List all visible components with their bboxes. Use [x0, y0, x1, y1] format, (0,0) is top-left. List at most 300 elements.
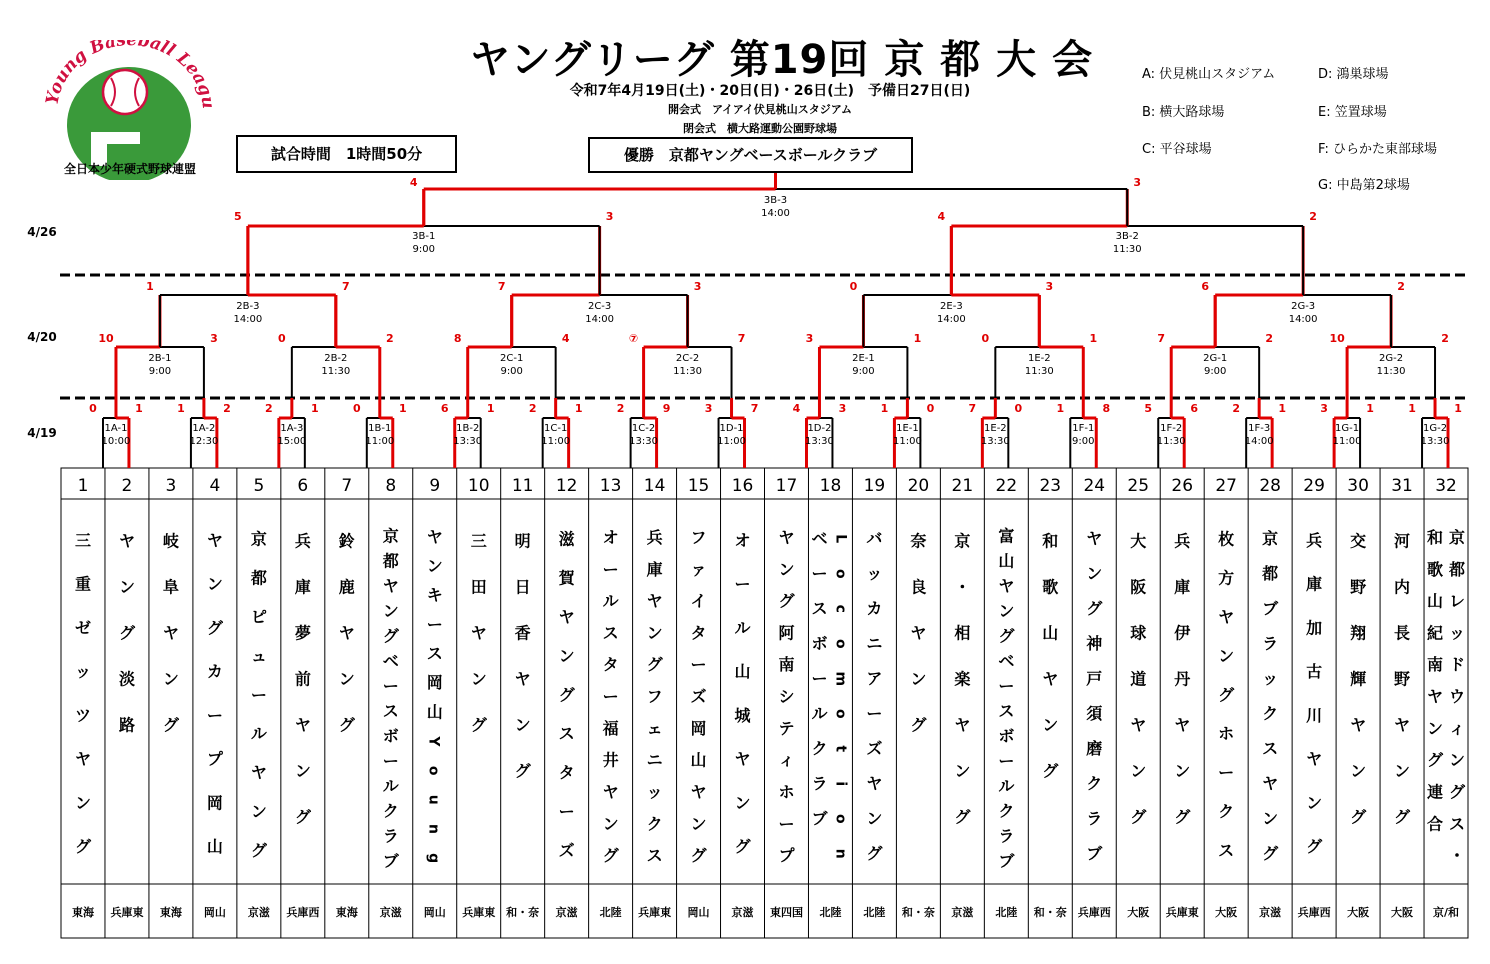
team-name-char: 庫 [1306, 574, 1323, 594]
team-number: 3 [165, 476, 177, 496]
team-name-char: テ [778, 718, 795, 738]
match-score: 1 [1408, 402, 1416, 415]
team-name-char: ヤ [1130, 715, 1147, 735]
venue-c: C: 平谷球場 [1142, 142, 1212, 157]
match-score: 4 [937, 210, 946, 223]
team-name-char: ヤ [690, 782, 707, 802]
team-name-char: レ [1449, 591, 1466, 611]
team-name-char: ク [1086, 773, 1103, 793]
team-number: 19 [863, 476, 886, 496]
match-score: 1 [398, 402, 407, 415]
team-name-char: ン [1262, 808, 1279, 828]
team-name-char: ク [998, 801, 1015, 821]
match-id: 1C-1 [543, 423, 568, 434]
team-name-char: 京 [250, 529, 267, 549]
tournament-dates: 令和7年4月19日(土)・20日(日)・26日(土) 予備日27日(日) [569, 83, 971, 99]
team-name-char: ン [954, 761, 971, 781]
team-name-char: 山 [206, 837, 223, 857]
team-name-char: ヤ [734, 749, 751, 769]
team-name-char: ン [1350, 761, 1367, 781]
team-name-char: ヤ [118, 531, 135, 551]
match-id: 2E-3 [940, 301, 963, 312]
team-region: 京滋 [951, 906, 974, 919]
team-name-char: o [425, 765, 442, 776]
team-name-char: 三 [470, 531, 487, 551]
team-name-char: グ [910, 715, 927, 735]
team-name-char: 良 [910, 577, 927, 597]
match-id: 1C-2 [631, 423, 656, 434]
match-score: 3 [1320, 402, 1328, 415]
match-score: 0 [278, 332, 286, 345]
game-time-box: 試合時間 1時間50分 [236, 135, 457, 173]
team-name-char: ホ [1218, 724, 1235, 744]
team-name-char: ク [1218, 801, 1235, 821]
match-id: 2E-1 [852, 353, 875, 364]
team-name-char: グ [250, 840, 267, 860]
team-name-char: ス [382, 701, 399, 721]
match-score: 3 [805, 332, 814, 345]
match-time: 14:00 [761, 208, 790, 219]
match-score: 3 [838, 402, 847, 415]
team-name-char: ク [382, 801, 399, 821]
team-name-char: 山 [1042, 623, 1059, 643]
team-name-char: ン [1042, 715, 1059, 735]
match-time: 11:00 [1332, 436, 1362, 447]
team-number: 18 [819, 476, 842, 496]
team-name-char: 方 [1218, 568, 1235, 588]
team-name-char: 城 [734, 705, 751, 725]
match-score: 8 [453, 332, 462, 345]
match-score: 2 [223, 402, 231, 415]
team-name-char: 庫 [1174, 577, 1191, 597]
team-name-char: ヤ [1218, 607, 1235, 627]
team-name-char: カ [206, 662, 223, 682]
federation-name: 全日本少年硬式野球連盟 [63, 162, 196, 176]
team-name-char: ヤ [558, 607, 575, 627]
team-name-char: 山 [690, 750, 707, 770]
team-name-char: ン [514, 715, 531, 735]
team-name-char: ー [690, 655, 707, 675]
team-name-char: ー [250, 685, 267, 705]
team-name-char: オ [602, 527, 619, 547]
team-region: 東四国 [769, 906, 803, 919]
team-name-char: 三 [74, 530, 91, 550]
team-name-char: ヤ [514, 669, 531, 689]
team-region: 東海 [71, 906, 94, 919]
match-id: 2C-3 [587, 301, 612, 312]
team-name-char: Y [425, 736, 442, 747]
team-name-char: ン [118, 577, 135, 597]
team-name-char: ラ [811, 773, 828, 793]
team-name-char: o [832, 568, 849, 579]
match-id: 2G-2 [1379, 353, 1404, 364]
team-name-char: グ [734, 837, 751, 857]
team-name-char: ル [734, 618, 751, 638]
match-score: 2 [616, 402, 625, 415]
match-time: 11:30 [673, 366, 702, 377]
match-id: 3B-2 [1115, 231, 1139, 242]
team-name-char: グ [382, 626, 399, 646]
match-time: 13:30 [980, 436, 1010, 447]
team-name-char: u [425, 794, 442, 805]
team-number: 6 [297, 476, 309, 496]
match-id: 1A-2 [192, 423, 216, 434]
team-name-char: 重 [74, 574, 91, 594]
match-id: 2B-1 [148, 353, 172, 364]
team-name-char: グ [1042, 761, 1059, 781]
team-number: 4 [209, 476, 221, 496]
team-region: 和・奈 [506, 906, 540, 919]
team-region: 岡山 [687, 906, 710, 919]
match-id: 1D-2 [807, 423, 832, 434]
team-name-char: 歌 [1427, 559, 1444, 579]
team-name-char: ン [338, 669, 355, 689]
team-name-char: ル [811, 703, 828, 723]
team-name-char: ・ [1449, 846, 1466, 866]
team-name-char: 香 [514, 623, 531, 643]
match-time: 14:00 [1244, 436, 1274, 447]
team-name-char: ヤ [294, 715, 311, 735]
match-score: 1 [1454, 402, 1462, 415]
match-score: 1 [135, 402, 143, 415]
match-score: 7 [750, 402, 759, 415]
team-name-char: 都 [250, 568, 267, 588]
team-name-char: 賀 [558, 568, 575, 588]
team-name-char: ッ [866, 563, 883, 583]
team-name-char: ッ [74, 662, 91, 682]
team-name-char: n [425, 823, 442, 834]
team-name-char: グ [1262, 843, 1279, 863]
team-name-char: ド [1449, 655, 1466, 675]
team-name-char: ス [1449, 814, 1466, 834]
team-number: 21 [951, 476, 974, 496]
team-number: 5 [253, 476, 265, 496]
team-name-char: 前 [294, 669, 311, 689]
team-name-char: グ [470, 715, 487, 735]
team-name-char: グ [74, 837, 91, 857]
team-name-char: タ [690, 623, 707, 643]
team-name-char: グ [338, 715, 355, 735]
match-score: 4 [409, 176, 418, 189]
team-name-char: 都 [382, 551, 399, 571]
team-name-char: 鈴 [338, 531, 355, 551]
team-name-char: ・ [954, 577, 971, 597]
team-name-char: ラ [382, 826, 399, 846]
team-number: 14 [643, 476, 666, 496]
team-name-char: ヤ [998, 576, 1015, 596]
team-name-char: ボ [998, 726, 1015, 746]
baseball-icon [103, 70, 147, 114]
team-name-char: ー [811, 563, 828, 583]
match-id: 1B-2 [456, 423, 480, 434]
team-name-char: ブ [811, 808, 828, 828]
team-name-char: ル [602, 591, 619, 611]
match-time: 9:00 [412, 244, 435, 255]
team-name-char: ベ [382, 651, 399, 671]
team-name-char: グ [778, 591, 795, 611]
team-name-char: グ [998, 626, 1015, 646]
match-score: 0 [849, 280, 858, 293]
team-number: 12 [555, 476, 578, 496]
match-score: ⑦ [628, 332, 639, 345]
team-number: 27 [1215, 476, 1237, 496]
team-name-char: 南 [778, 655, 795, 675]
match-score: 0 [1014, 402, 1023, 415]
match-time: 14:00 [1288, 314, 1318, 325]
match-time: 12:30 [189, 436, 219, 447]
team-name-char: 和 [1042, 531, 1059, 551]
match-time: 11:00 [892, 436, 922, 447]
team-name-char: ン [1130, 761, 1147, 781]
team-name-char: ベ [998, 651, 1015, 671]
match-score: 1 [311, 402, 319, 415]
team-name-char: 相 [954, 623, 971, 643]
team-name-char: 京 [382, 526, 399, 546]
team-name-char: 都 [1262, 563, 1279, 583]
match-score: 1 [1366, 402, 1374, 415]
team-name-char: 輝 [1350, 669, 1367, 689]
team-region: 兵庫西 [286, 906, 320, 919]
team-name-char: ン [470, 669, 487, 689]
team-region: 京滋 [1259, 906, 1282, 919]
match-time: 9:00 [148, 366, 172, 377]
team-number: 10 [467, 476, 490, 496]
team-name-char: 滋 [558, 529, 575, 549]
team-name-char: ン [866, 808, 883, 828]
team-name-char: グ [954, 807, 971, 827]
team-name-char: 楽 [954, 669, 971, 689]
team-name-char: 球 [1130, 623, 1147, 643]
match-score: 6 [440, 402, 449, 415]
team-name-char: 夢 [294, 623, 311, 643]
team-number: 1 [77, 476, 89, 496]
match-time: 10:00 [101, 436, 131, 447]
team-number: 22 [995, 476, 1018, 496]
match-id: 1F-2 [1160, 423, 1183, 434]
team-name-char: ン [1174, 761, 1191, 781]
team-name-char: ル [998, 776, 1015, 796]
match-score: 4 [561, 332, 570, 345]
team-region: 岡山 [203, 906, 226, 919]
team-name-char: 淡 [118, 669, 135, 689]
team-number: 23 [1039, 476, 1062, 496]
team-name-char: t [832, 745, 849, 753]
team-region: 北陸 [863, 906, 886, 919]
team-name-char: 日 [514, 577, 531, 597]
team-name-char: 紀 [1427, 623, 1444, 643]
team-name-char: ィ [1449, 718, 1466, 738]
team-name-char: ヤ [910, 623, 927, 643]
team-name-char: ピ [250, 607, 267, 627]
team-name-char: グ [1350, 807, 1367, 827]
team-name-char: ボ [382, 726, 399, 746]
team-name-char: グ [690, 846, 707, 866]
match-score: 1 [486, 402, 495, 415]
team-name-char: グ [1427, 750, 1444, 770]
team-name-char: グ [294, 807, 311, 827]
team-name-char: ス [602, 623, 619, 643]
team-name-char: バ [866, 528, 883, 548]
match-time: 15:00 [277, 436, 307, 447]
team-name-char: グ [1306, 837, 1323, 857]
match-score: 5 [234, 210, 242, 223]
team-number: 13 [599, 476, 622, 496]
team-region: 京滋 [731, 906, 754, 919]
team-name-char: 路 [118, 715, 135, 735]
match-id: 1F-3 [1248, 423, 1271, 434]
match-id: 1A-3 [280, 423, 304, 434]
team-name-char: ン [1086, 563, 1103, 583]
team-name-char: ヤ [1174, 715, 1191, 735]
team-name-char: 都 [1449, 559, 1466, 579]
team-name-char: ス [558, 724, 575, 744]
team-name-char: ュ [250, 646, 267, 666]
team-name-char: ル [382, 776, 399, 796]
match-score: 9 [662, 402, 671, 415]
team-number: 24 [1083, 476, 1106, 496]
team-name-char: ン [1218, 646, 1235, 666]
match-score: 1 [1056, 402, 1065, 415]
team-name-char: ル [250, 724, 267, 744]
team-name-char: g [425, 853, 442, 864]
team-name-char: o [832, 708, 849, 719]
day-label: 4/19 [27, 426, 57, 440]
team-name-char: ヤ [1394, 715, 1411, 735]
team-name-char: 川 [1306, 705, 1323, 725]
team-name-char: 山 [734, 662, 751, 682]
team-name-char: ラ [998, 826, 1015, 846]
team-name-char: タ [602, 655, 619, 675]
team-number: 30 [1347, 476, 1369, 496]
team-name-char: ン [690, 814, 707, 834]
match-time: 13:30 [629, 436, 659, 447]
team-name-char: m [832, 671, 849, 687]
venue-d: D: 鴻巣球場 [1318, 67, 1389, 82]
team-number: 32 [1435, 476, 1457, 496]
team-number: 29 [1303, 476, 1325, 496]
team-number: 16 [731, 476, 754, 496]
match-score: 10 [1329, 332, 1345, 345]
team-number: 17 [775, 476, 798, 496]
team-region: 京/和 [1433, 906, 1460, 919]
team-name-char: ン [1449, 750, 1466, 770]
team-name-char: フ [646, 687, 663, 707]
team-name-char: 山 [1427, 591, 1444, 611]
team-name-char: ー [1218, 763, 1235, 783]
match-score: 6 [1201, 280, 1210, 293]
team-name-char: ク [811, 738, 828, 758]
day-label: 4/26 [27, 225, 57, 239]
team-name-char: グ [866, 843, 883, 863]
team-name-char: ン [74, 793, 91, 813]
team-name-char: 枚 [1218, 529, 1235, 549]
team-name-char: ラ [1086, 808, 1103, 828]
team-name-char: 兵 [1306, 530, 1323, 550]
team-name-char: ツ [74, 705, 91, 725]
match-score: 7 [737, 332, 746, 345]
team-name-char: 山 [426, 702, 443, 722]
team-name-char: 鹿 [338, 577, 355, 597]
team-name-char: 野 [1394, 669, 1411, 689]
team-name-char: グ [1086, 598, 1103, 618]
team-name-char: 内 [1394, 577, 1411, 597]
team-name-char: ズ [690, 687, 707, 707]
team-name-char: ニ [866, 633, 883, 653]
team-name-char: ァ [690, 559, 707, 579]
team-region: 兵庫東 [638, 906, 672, 919]
team-name-char: ニ [646, 750, 663, 770]
team-number: 7 [341, 476, 353, 496]
match-score: 8 [1102, 402, 1111, 415]
team-name-char: ッ [646, 782, 663, 802]
team-region: 兵庫西 [1297, 906, 1331, 919]
match-id: 1B-1 [368, 423, 392, 434]
team-name-char: 長 [1394, 623, 1411, 643]
team-name-char: ン [1427, 718, 1444, 738]
team-name-char: プ [778, 846, 795, 866]
team-name-char: グ [1130, 807, 1147, 827]
team-name-char: ブ [1086, 843, 1103, 863]
match-time: 11:00 [365, 436, 395, 447]
team-name-char: 明 [514, 531, 531, 551]
match-score: 2 [1441, 332, 1449, 345]
team-name-char: 京 [954, 531, 971, 551]
team-region: 大阪 [1215, 906, 1238, 919]
team-name-char: グ [514, 761, 531, 781]
team-name-char: ン [778, 559, 795, 579]
team-region: 兵庫東 [110, 906, 144, 919]
team-region: 北陸 [599, 906, 622, 919]
match-score: 3 [1045, 280, 1054, 293]
team-name-char: 京 [1449, 527, 1466, 547]
team-name-char: グ [162, 715, 179, 735]
team-name-char: 河 [1394, 531, 1411, 551]
match-id: 3B-3 [763, 195, 788, 206]
match-time: 9:00 [1072, 436, 1095, 447]
team-name-char: 翔 [1350, 623, 1367, 643]
match-score: 1 [913, 332, 922, 345]
team-number: 11 [511, 476, 534, 496]
team-name-char: ー [998, 676, 1015, 696]
match-score: 7 [341, 280, 350, 293]
team-name-char: 伊 [1174, 623, 1191, 643]
match-id: 2C-1 [500, 353, 524, 364]
team-name-char: ク [1262, 703, 1279, 723]
match-id: 1E-2 [1027, 353, 1051, 364]
match-id: 1G-2 [1422, 423, 1448, 434]
match-id: 2G-1 [1203, 353, 1228, 364]
logo-arc-text: oung Baseball Leag [45, 40, 215, 99]
team-name-char: ン [910, 669, 927, 689]
team-region: 大阪 [1391, 906, 1414, 919]
match-score: 1 [1278, 402, 1286, 415]
team-region: 東海 [159, 906, 182, 919]
team-name-char: ー [382, 676, 399, 696]
team-name-char: ヤ [470, 623, 487, 643]
match-id: 1G-1 [1335, 423, 1360, 434]
match-score: 7 [968, 402, 977, 415]
team-name-char: グ [1394, 807, 1411, 827]
team-name-char: ス [646, 846, 663, 866]
team-name-char: ス [1262, 738, 1279, 758]
team-name-char: ン [426, 556, 443, 576]
team-name-char: 磨 [1086, 738, 1103, 758]
match-score: 2 [1232, 402, 1240, 415]
team-name-char: ィ [778, 750, 795, 770]
match-id: 2B-2 [324, 353, 348, 364]
match-time: 11:00 [717, 436, 746, 447]
team-name-char: 道 [1130, 669, 1147, 689]
